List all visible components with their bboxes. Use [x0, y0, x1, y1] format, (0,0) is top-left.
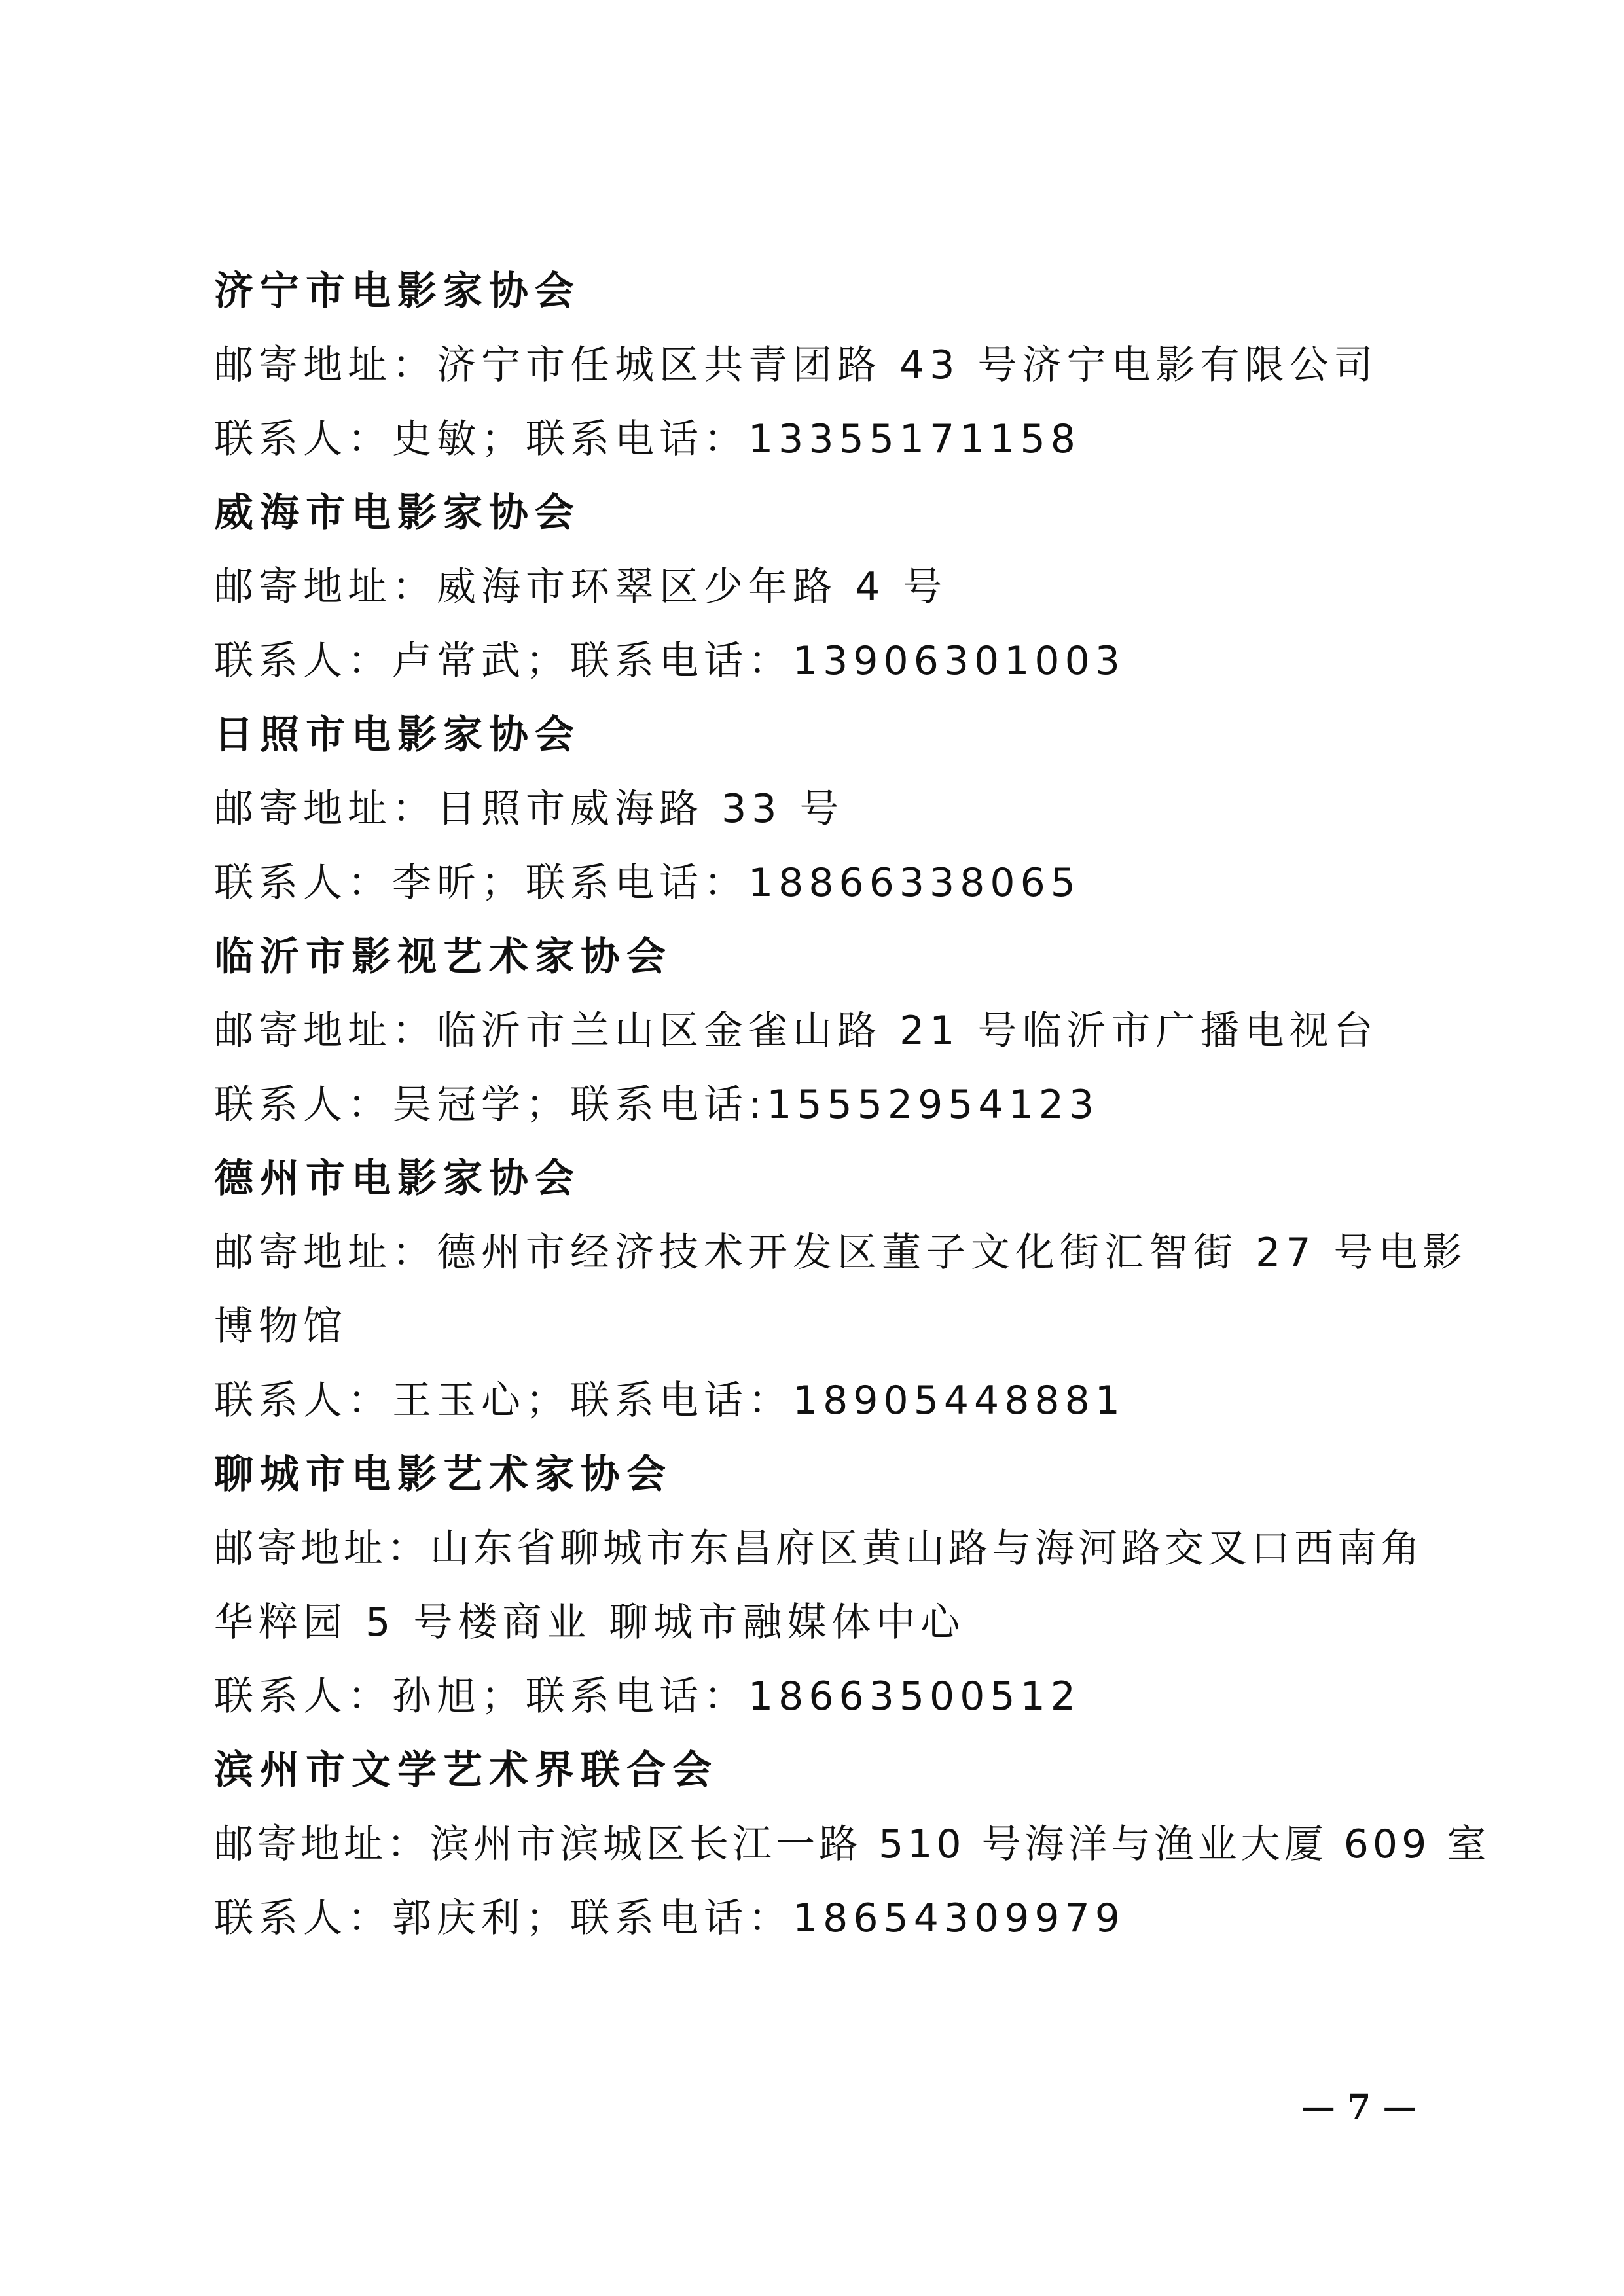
org-address: 邮寄地址：济宁市任城区共青团路 43 号济宁电影有限公司: [214, 342, 1379, 388]
org-contact: 联系人：史敏；联系电话：13355171158: [214, 416, 1081, 462]
org-address: 邮寄地址：临沂市兰山区金雀山路 21 号临沂市广播电视台: [214, 1008, 1379, 1054]
org-address: 邮寄地址：威海市环翠区少年路 4 号: [214, 564, 948, 610]
org-address: 邮寄地址：山东省聊城市东昌府区黄山路与海河路交叉口西南角: [214, 1526, 1424, 1571]
org-contact: 联系人：李昕；联系电话：18866338065: [214, 860, 1081, 906]
org-name: 滨州市文学艺术界联合会: [214, 1748, 718, 1793]
org-name: 聊城市电影艺术家协会: [214, 1452, 672, 1498]
org-address: 邮寄地址：滨州市滨城区长江一路 510 号海洋与渔业大厦 609 室: [214, 1821, 1490, 1867]
org-contact: 联系人：卢常武；联系电话：13906301003: [214, 638, 1125, 684]
org-address: 华粹园 5 号楼商业 聊城市融媒体中心: [214, 1600, 965, 1645]
org-address: 邮寄地址：德州市经济技术开发区董子文化街汇智街 27 号电影: [214, 1230, 1468, 1276]
org-name: 日照市电影家协会: [214, 712, 581, 758]
org-contact: 联系人：郭庆利；联系电话：18654309979: [214, 1895, 1125, 1941]
org-contact: 联系人：王玉心；联系电话：18905448881: [214, 1378, 1125, 1424]
org-name: 济宁市电影家协会: [214, 268, 581, 314]
org-contact: 联系人：孙旭；联系电话：18663500512: [214, 1674, 1081, 1719]
org-address: 博物馆: [214, 1304, 348, 1350]
org-name: 威海市电影家协会: [214, 490, 581, 536]
org-contact: 联系人：吴冠学；联系电话:15552954123: [214, 1082, 1100, 1128]
org-address: 邮寄地址：日照市威海路 33 号: [214, 786, 844, 832]
org-name: 临沂市影视艺术家协会: [214, 934, 672, 980]
page-number: — 7 —: [1301, 2087, 1417, 2127]
org-name: 德州市电影家协会: [214, 1156, 581, 1202]
